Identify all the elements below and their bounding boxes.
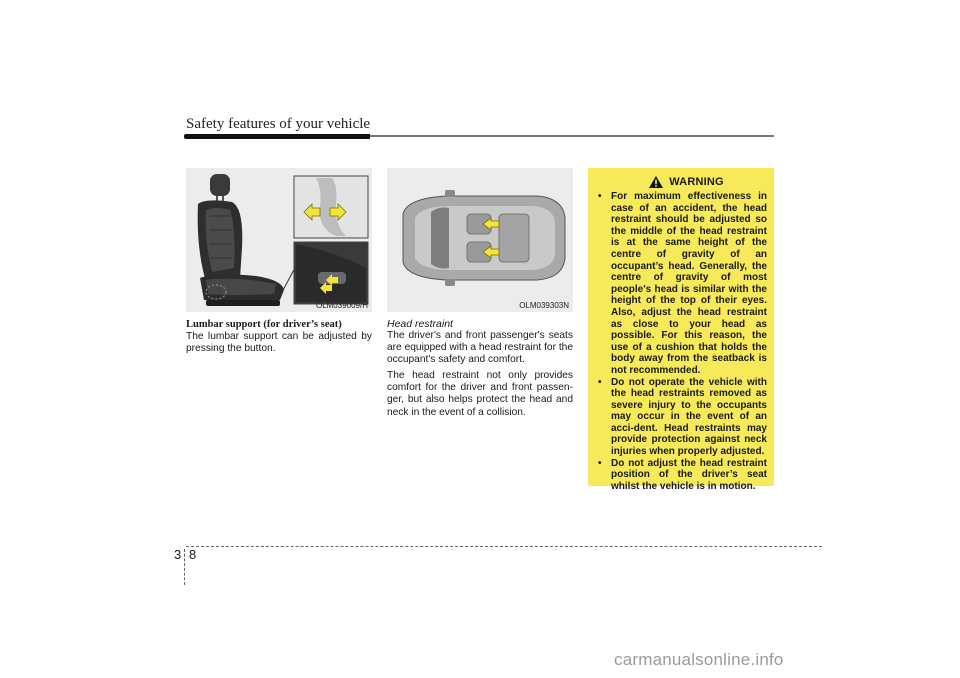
seat-figure	[186, 168, 372, 312]
warning-header	[606, 176, 767, 188]
footer-divider	[186, 546, 822, 547]
warning-item	[596, 377, 767, 458]
header-bar-dark	[184, 134, 370, 139]
seat-illustration	[186, 168, 372, 312]
car-topview-illustration	[387, 168, 573, 312]
warning-triangle-icon	[649, 176, 663, 188]
warning-list	[596, 191, 767, 492]
lumbar-support-heading: Lumbar support (for driver’s seat)	[186, 319, 342, 330]
bullet-icon: •	[598, 457, 602, 469]
car-figure	[387, 168, 573, 312]
head-restraint-paragraph-1: The driver's and front passenger's seats are equipped with a head restraint for the occupant's safety and comfort.	[387, 330, 573, 366]
footer-vertical-divider	[184, 549, 185, 585]
page-number: 8	[189, 547, 197, 562]
seat-figure-code: OLM039009/H	[315, 301, 368, 310]
head-restraint-paragraph-2: The head restraint not only provides comfort for the driver and front passen-ger, but also helps protect the head and neck in the event of a collision.	[387, 370, 573, 418]
chapter-number: 3	[174, 547, 182, 562]
warning-item	[596, 191, 767, 377]
head-restraint-heading: Head restraint	[387, 318, 453, 330]
warning-item-text: Do not adjust the head restraint position of the driver’s seat whilst the vehicle is in motion.	[611, 457, 767, 492]
bullet-icon: •	[598, 191, 602, 202]
lumbar-support-text: The lumbar support can be adjusted by pressing the button.	[186, 331, 372, 355]
car-figure-code: OLM039303N	[519, 301, 569, 310]
watermark: carmanualsonline.info	[614, 650, 784, 669]
bullet-icon: •	[598, 376, 602, 388]
warning-item-text: Do not operate the vehicle with the head restraints removed as severe injury to the occupants may occur in the event of an acci-dent. Head restraints may provide protection against neck injuries when properly adjusted.	[611, 376, 767, 458]
page-header-title: Safety features of your vehicle	[186, 116, 371, 132]
header-bar-light	[370, 135, 774, 137]
warning-title: WARNING	[669, 176, 724, 188]
warning-item	[596, 458, 767, 493]
warning-item-text: For maximum effectiveness in case of an accident, the head restraint should be adjusted so the middle of the head restraint is at the same height of the centre of gravity of an occupant’s head. Generally, the centre of gravity of most people's head is similar with the height of the top of their eyes. Also, adjust the head restraint as close to your head as possible. For this reason, the use of a cushion that holds the body away from the seatback is not recommended.	[611, 191, 767, 376]
warning-box	[588, 168, 774, 492]
